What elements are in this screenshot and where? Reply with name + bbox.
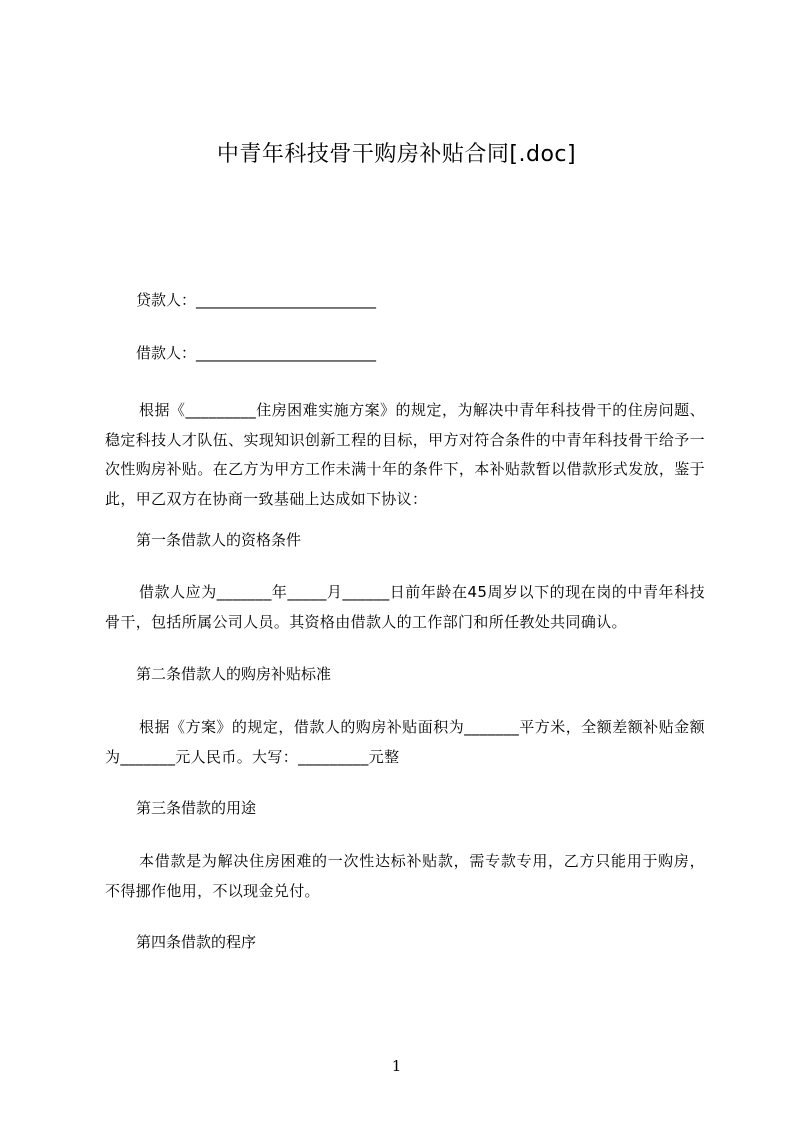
article-3-text: 本借款是为解决住房困难的一次性达标补贴款，需专款专用，乙方只能用于购房，不得挪作他用，不以现金兑付。: [105, 852, 705, 900]
lender-line: 贷款人：________________________: [136, 291, 377, 309]
article-1-heading: 第一条借款人的资格条件: [136, 531, 302, 549]
document-title: 中青年科技骨干购房补贴合同[.doc]: [216, 142, 577, 167]
intro-paragraph: 根据《_________住房困难实施方案》的规定，为解决中青年科技骨干的住房问题、稳定科技人才队伍、实现知识创新工程的目标，甲方对符合条件的中青年科技骨干给予一次性购房补贴。在乙方为甲方工作未满十年的条件下，本补贴款暂以借款形式发放，鉴于此，甲乙双方在协商一致基础上达成如下协议：: [105, 401, 705, 508]
article-4-heading: 第四条借款的程序: [136, 933, 257, 951]
article-3-heading: 第三条借款的用途: [136, 799, 257, 817]
article-1-text: 借款人应为_______年_____月______日前年龄在45周岁以下的现在岗的中青年科技骨干，包括所属公司人员。其资格由借款人的工作部门和所任教处共同确认。: [105, 583, 705, 631]
article-2-text: 根据《方案》的规定，借款人的购房补贴面积为_______平方米，全额差额补贴金额为_______元人民币。大写：_________元整: [105, 718, 705, 766]
page-number: 1: [391, 1057, 402, 1075]
article-2-heading: 第二条借款人的购房补贴标准: [136, 665, 332, 683]
borrower-line: 借款人：________________________: [136, 344, 377, 362]
